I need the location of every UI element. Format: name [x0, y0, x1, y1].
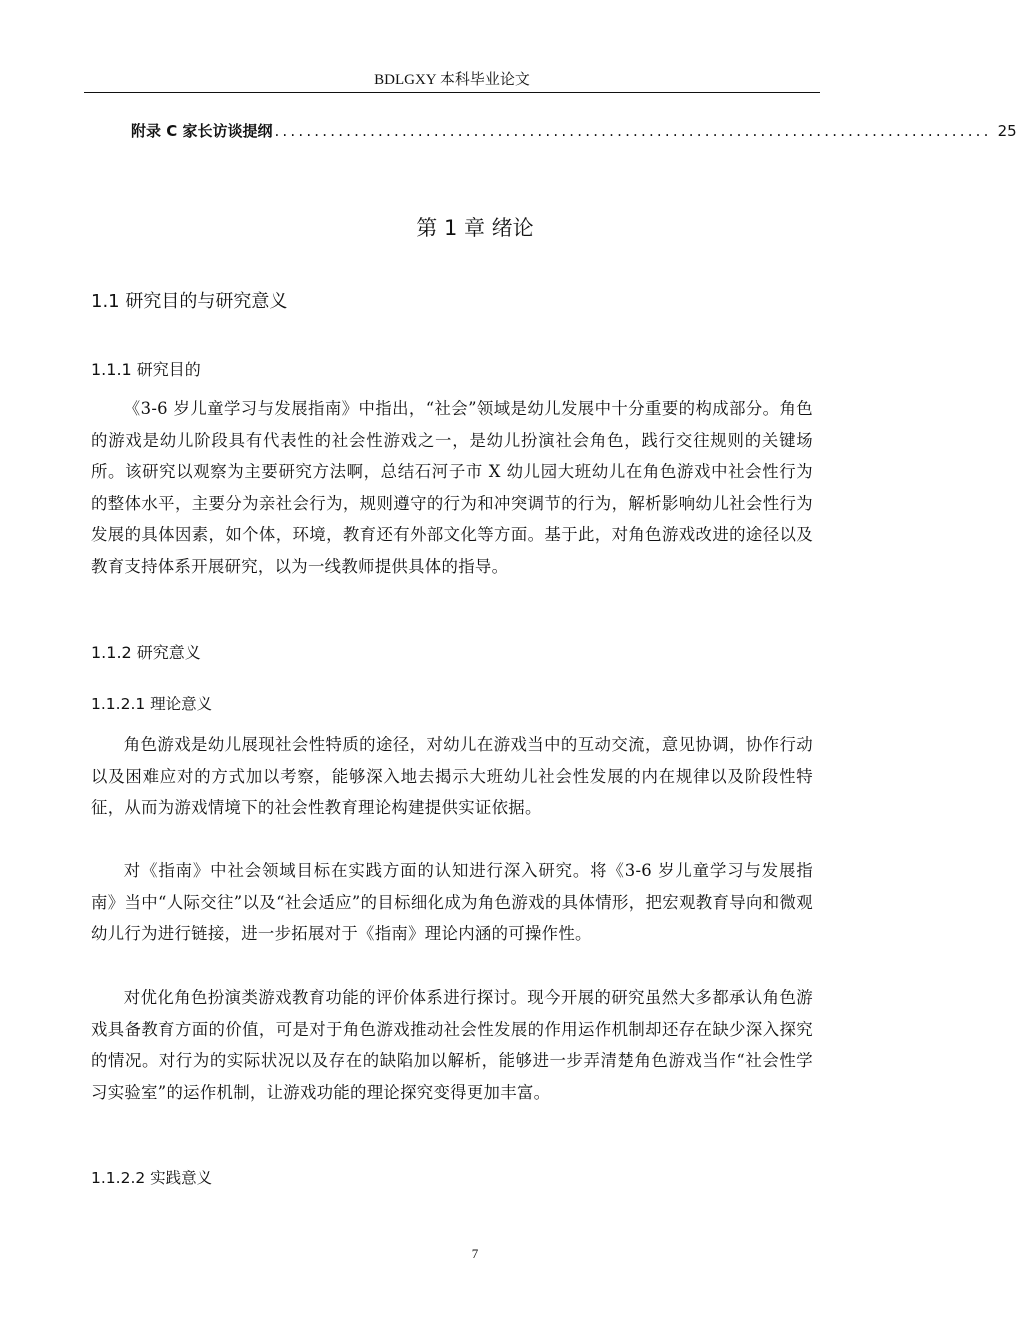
- section-heading-1-1-2-2: 1.1.2.2 实践意义: [91, 1169, 213, 1187]
- section-heading-1-1-1: 1.1.1 研究目的: [91, 360, 201, 379]
- paragraph-theory-1: 角色游戏是幼儿展现社会性特质的途径，对幼儿在游戏当中的互动交流，意见协调，协作行动以及困难应对的方式加以考察，能够深入地去揭示大班幼儿社会性发展的内在规律以及阶段性特征，从而为游戏情境下的社会性教育理论构建提供实证依据。: [91, 735, 813, 817]
- toc-entry: [131, 120, 1017, 141]
- toc-leader-dots: ..........................................................................................: [274, 122, 992, 140]
- header-rule: [84, 92, 820, 93]
- section-heading-1-1: 1.1 研究目的与研究意义: [91, 291, 288, 312]
- paragraph-research-purpose: 《3-6 岁儿童学习与发展指南》中指出，“社会”领域是幼儿发展中十分重要的构成部分。角色的游戏是幼儿阶段具有代表性的社会性游戏之一，是幼儿扮演社会角色，践行交往规则的关键场所。该研究以观察为主要研究方法啊，总结石河子市 X 幼儿园大班幼儿在角色游戏中社会性行为的整体水平，主要分为亲社会行为，规则遵守的行为和冲突调节的行为，解析影响幼儿社会性行为发展的具体因素，如个体，环境，教育还有外部文化等方面。基于此，对角色游戏改进的途径以及教育支持体系开展研究，以为一线教师提供具体的指导。: [91, 399, 813, 576]
- chapter-title: 第 1 章 绪论: [416, 216, 534, 240]
- section-heading-1-1-2: 1.1.2 研究意义: [91, 643, 201, 662]
- paragraph-theory-3: 对优化角色扮演类游戏教育功能的评价体系进行探讨。现今开展的研究虽然大多都承认角色游戏具备教育方面的价值，可是对于角色游戏推动社会性发展的作用运作机制却还存在缺少深入探究的情况。对行为的实际状况以及存在的缺陷加以解析，能够进一步弄清楚角色游戏当作“社会性学习实验室”的运作机制，让游戏功能的理论探究变得更加丰富。: [91, 988, 813, 1102]
- toc-entry-label: 附录 C 家长访谈提纲: [131, 122, 273, 140]
- toc-entry-page: 25: [997, 122, 1017, 140]
- section-heading-1-1-2-1: 1.1.2.1 理论意义: [91, 695, 213, 713]
- paragraph-theory-2: 对《指南》中社会领域目标在实践方面的认知进行深入研究。将《3-6 岁儿童学习与发展指南》当中“人际交往”以及“社会适应”的目标细化成为角色游戏的具体情形，把宏观教育导向和微观幼儿行为进行链接，进一步拓展对于《指南》理论内涵的可操作性。: [91, 861, 813, 943]
- page-number: 7: [471, 1246, 479, 1261]
- running-header: BDLGXY 本科毕业论文: [374, 72, 530, 88]
